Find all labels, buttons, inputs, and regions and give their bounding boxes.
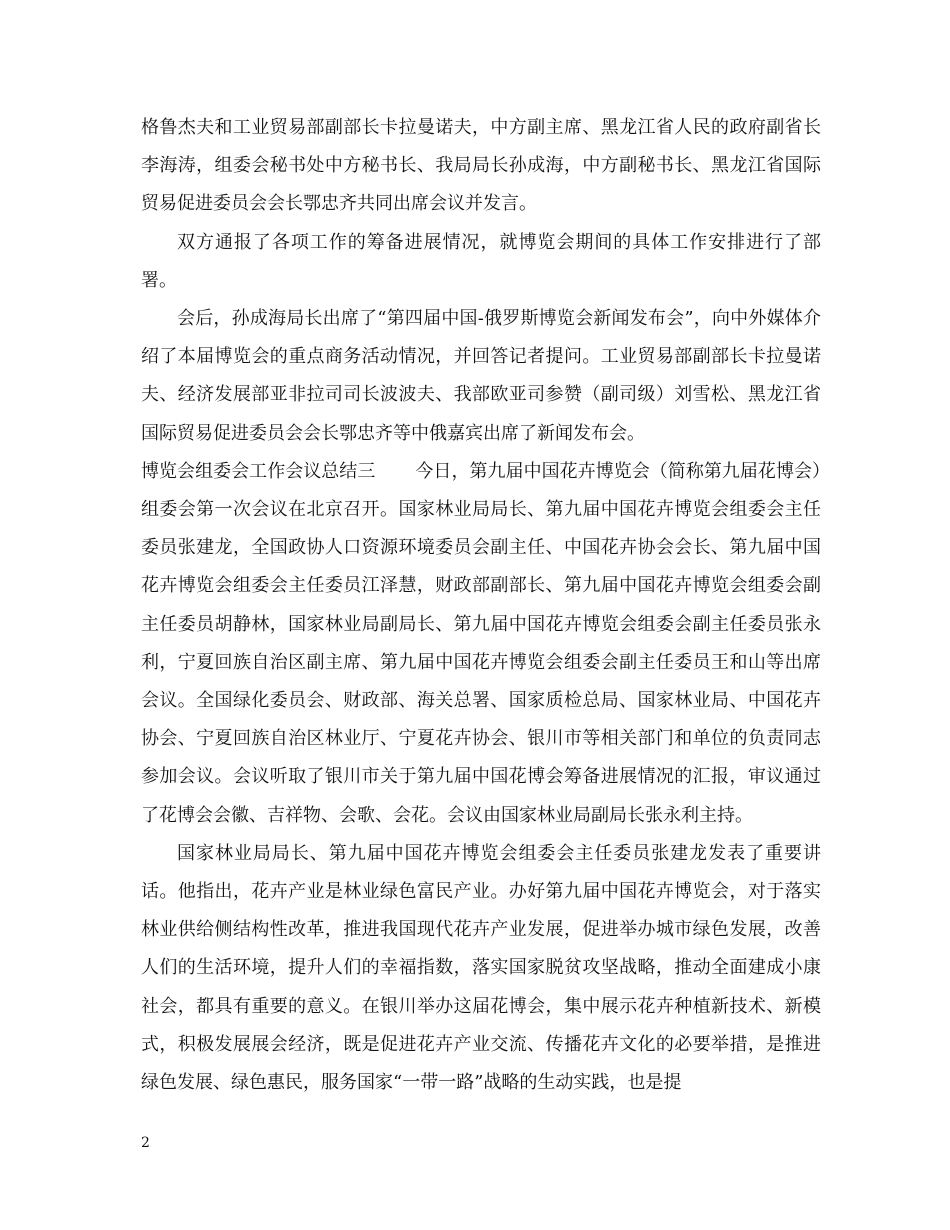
page-number: 2 [141,1135,150,1151]
document-body [141,109,821,1102]
paragraph-continued: 格鲁杰夫和工业贸易部副部长卡拉曼诺夫，中方副主席、黑龙江省人民的政府副省长李海涛，组委会秘书处中方秘书长、我局局长孙成海，中方副秘书长、黑龙江省国际贸易促进委员会会长鄂忠齐共同出席会议并发言。 [141,117,821,215]
paragraph-preparation: 双方通报了各项工作的筹备进展情况，就博览会期间的具体工作安排进行了部署。 [141,231,821,291]
section-heading: 博览会组委会工作会议总结三 [141,460,376,482]
section-text: 今日，第九届中国花卉博览会（简称第九届花博会）组委会第一次会议在北京召开。国家林业局局长、第九届中国花卉博览会组委会主任委员张建龙，全国政协人口资源环境委员会副主任、中国花卉协会会长、第九届中国花卉博览会组委会主任委员江泽慧，财政部副部长、第九届中国花卉博览会组委会副主任委员胡静林，国家林业局副局长、第九届中国花卉博览会组委会副主任委员张永利，宁夏回族自治区副主席、第九届中国花卉博览会组委会副主任委员王和山等出席会议。全国绿化委员会、财政部、海关总署、国家质检总局、国家林业局、中国花卉协会、宁夏回族自治区林业厅、宁夏花卉协会、银川市等相关部门和单位的负责同志参加会议。会议听取了银川市关于第九届中国花博会筹备进展情况的汇报，审议通过了花博会会徽、吉祥物、会歌、会花。会议由国家林业局副局长张永利主持。 [141,460,822,826]
section-paragraph [141,453,821,835]
paragraph-speech: 国家林业局局长、第九届中国花卉博览会组委会主任委员张建龙发表了重要讲话。他指出，花卉产业是林业绿色富民产业。办好第九届中国花卉博览会，对于落实林业供给侧结构性改革，推进我国现代花卉产业发展，促进举办城市绿色发展，改善人们的生活环境，提升人们的幸福指数，落实国家脱贫攻坚战略，推动全面建成小康社会，都具有重要的意义。在银川举办这届花博会，集中展示花卉种植新技术、新模式，积极发展展会经济，既是促进花卉产业交流、传播花卉文化的必要举措，是推进绿色发展、绿色惠民，服务国家“一带一路”战略的生动实践，也是提 [141,842,821,1094]
paragraph-press-conference: 会后，孙成海局长出席了“第四届中国-俄罗斯博览会新闻发布会”，向中外媒体介绍了本届博览会的重点商务活动情况，并回答记者提问。工业贸易部副部长卡拉曼诺夫、经济发展部亚非拉司司长波波夫、我部欧亚司参赞（副司级）刘雪松、黑龙江省国际贸易促进委员会会长鄂忠齐等中俄嘉宾出席了新闻发布会。 [141,308,821,444]
